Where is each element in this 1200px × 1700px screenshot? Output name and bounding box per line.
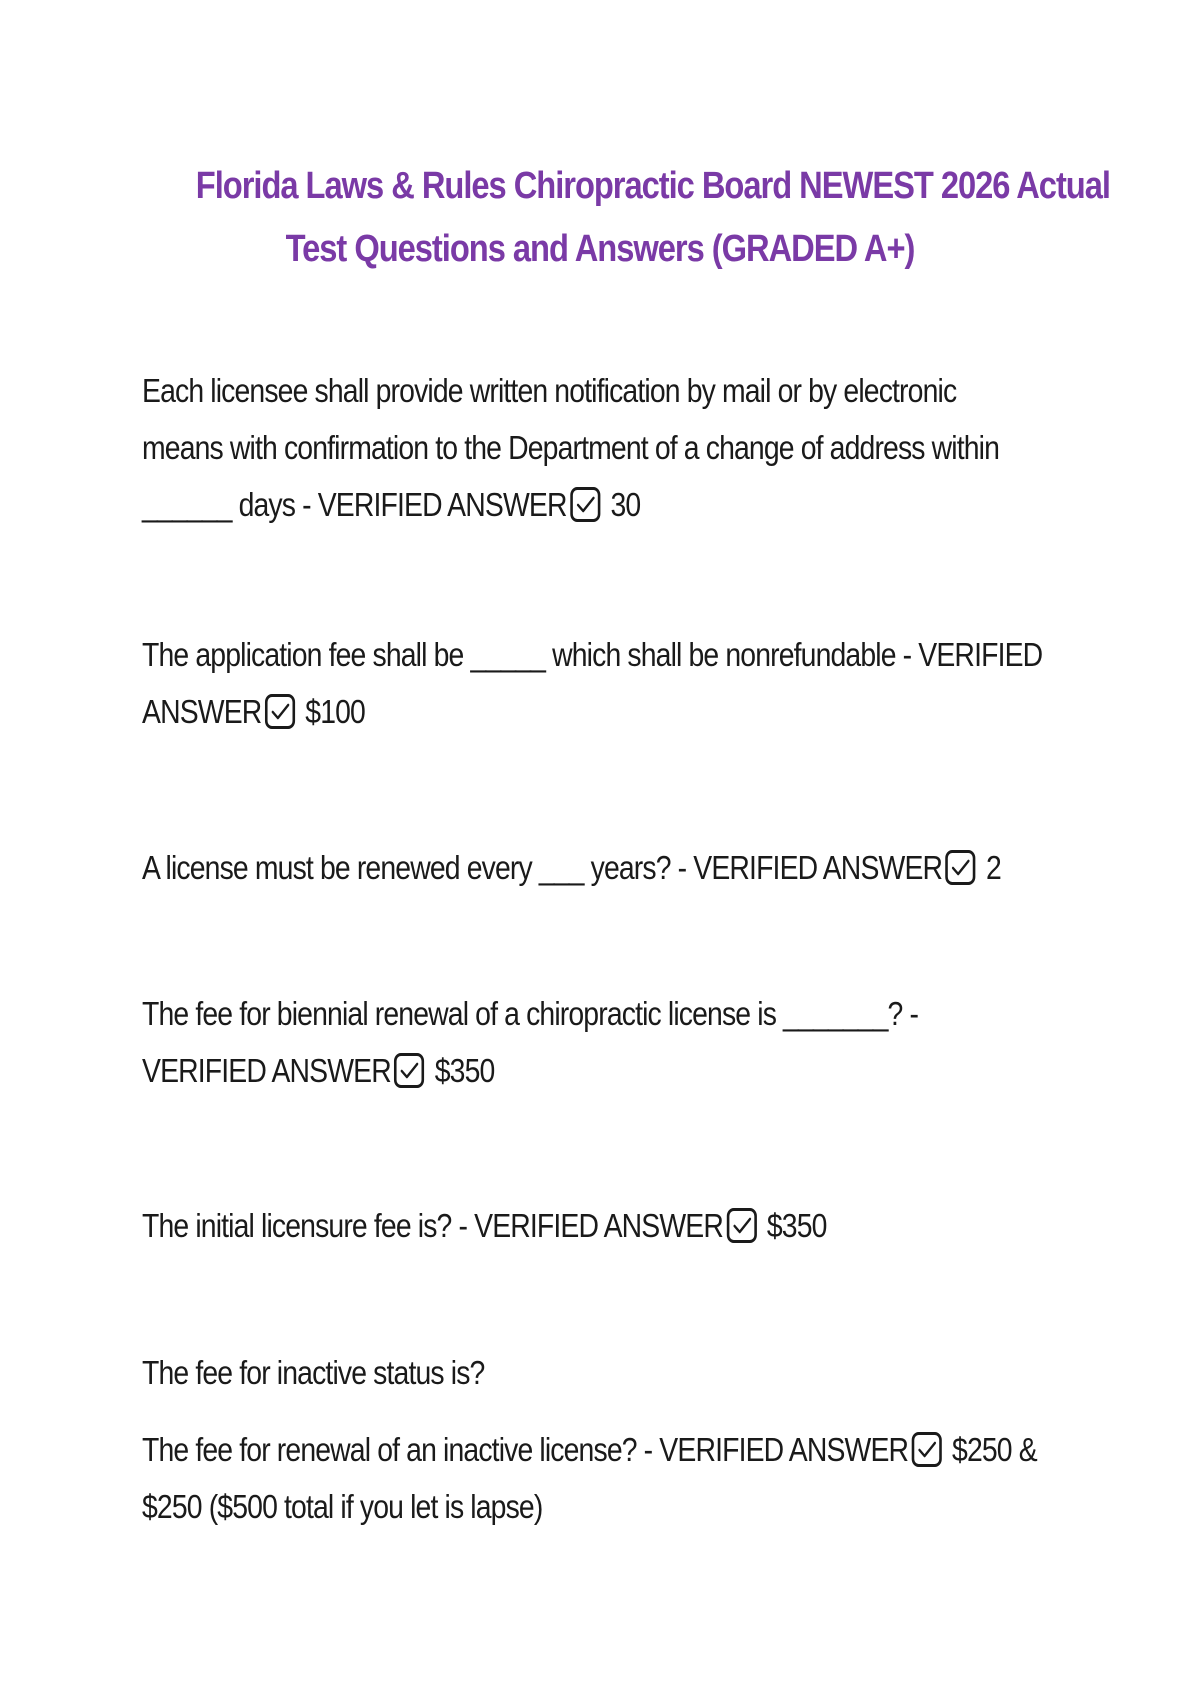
question-line: The fee for biennial renewal of a chiropractic license is _______? - <box>142 995 919 1032</box>
checkbox-checked-icon <box>726 1208 756 1243</box>
checkbox-checked-icon <box>946 850 976 885</box>
question-line: Each licensee shall provide written notification by mail or by electronic <box>142 372 957 409</box>
qa-item <box>142 1421 1037 1535</box>
question-line: The fee for renewal of an inactive license? - VERIFIED ANSWER <box>142 1431 909 1468</box>
answer-continuation: $250 ($500 total if you let is lapse) <box>142 1488 543 1525</box>
title-line-1: Florida Laws & Rules Chiropractic Board NEWEST 2026 Actual <box>195 165 1110 207</box>
question-line: ANSWER <box>142 693 262 730</box>
qa-item <box>142 839 1002 896</box>
answer-text: $350 <box>434 1052 495 1089</box>
document-title <box>195 155 1110 281</box>
answer-text: 30 <box>610 486 641 523</box>
checkbox-checked-icon <box>570 487 600 522</box>
answer-text: $100 <box>305 693 365 730</box>
question-line: means with confirmation to the Department of a change of address within <box>142 429 1000 466</box>
answer-text: $350 <box>766 1207 827 1244</box>
title-line-2: Test Questions and Answers (GRADED A+) <box>285 228 915 270</box>
checkbox-checked-icon <box>394 1053 424 1088</box>
checkbox-checked-icon <box>265 694 295 729</box>
question-line: The application fee shall be _____ which shall be nonrefundable - VERIFIED <box>142 636 1043 673</box>
checkbox-checked-icon <box>912 1432 942 1467</box>
answer-text: 2 <box>986 849 1001 886</box>
qa-item <box>142 1197 1002 1254</box>
qa-item <box>142 985 1002 1099</box>
question-line: The initial licensure fee is? - VERIFIED ANSWER <box>142 1207 723 1244</box>
qa-item <box>142 626 1043 740</box>
qa-item <box>142 1344 1002 1401</box>
question-line: A license must be renewed every ___ years? - VERIFIED ANSWER <box>142 849 943 886</box>
question-line: ______ days - VERIFIED ANSWER <box>142 486 567 523</box>
answer-text: $250 & <box>952 1431 1037 1468</box>
question-line: VERIFIED ANSWER <box>142 1052 391 1089</box>
question-line: The fee for inactive status is? <box>142 1354 485 1391</box>
qa-item <box>142 362 1002 533</box>
